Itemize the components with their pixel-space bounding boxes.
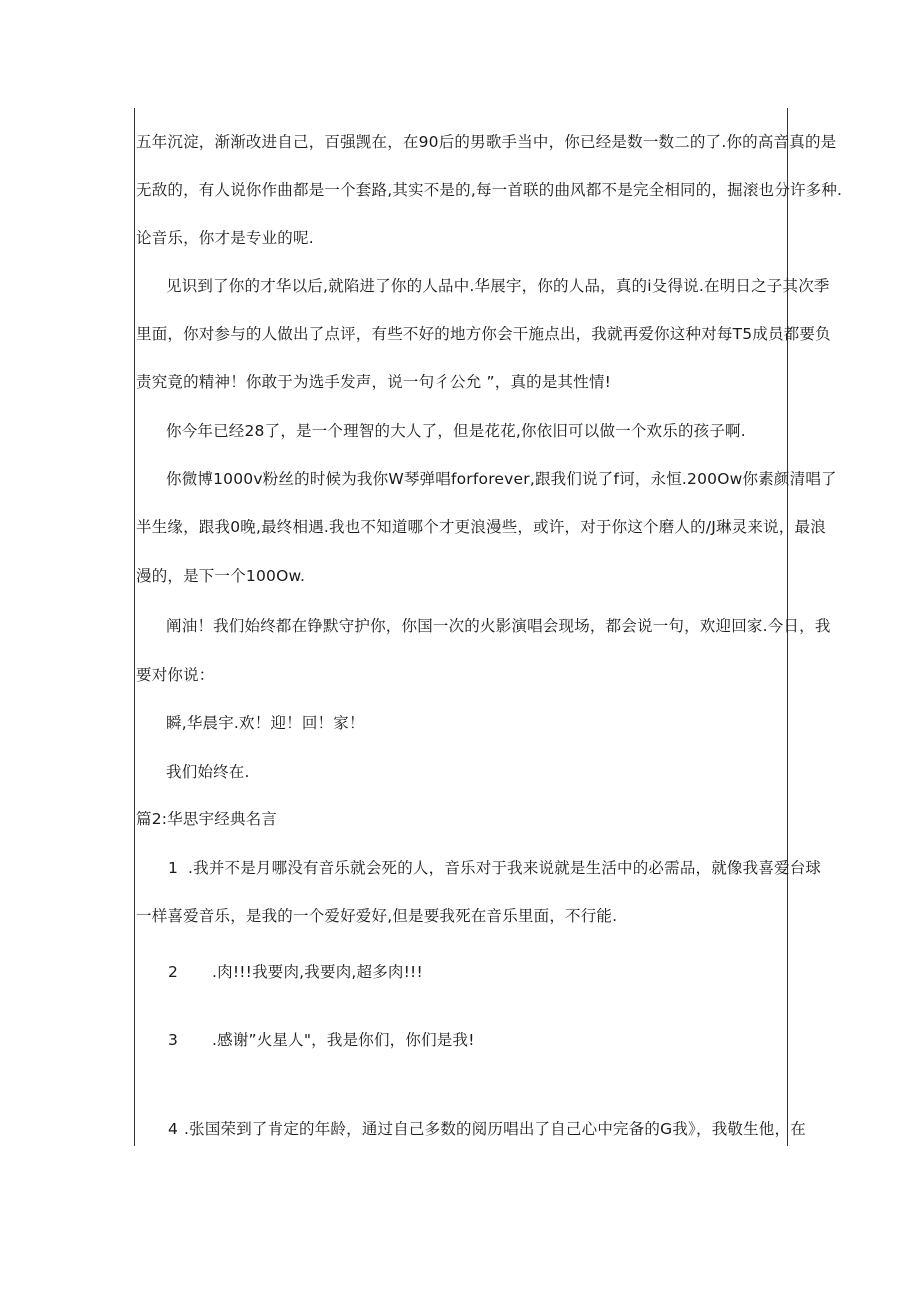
paragraph-line: 你微博1000v粉丝的时候为我你W琴弹唱forforever,跟我们说了f诃，永恒.200Ow你素颜清唱了 [166, 470, 837, 488]
paragraph-line: 论音乐，你才是专业的呢. [136, 229, 314, 247]
paragraph-line: 半生缘，跟我0晚,最终相遇.我也不知道哪个才更浪漫些，或许，对于你这个磨人的/J琳灵来说，最浪 [136, 518, 826, 536]
paragraph-line: 里面，你对参与的人做出了点评，有些不好的地方你会干施点出，我就再爱你这种对每T5成员都要负 [136, 325, 831, 343]
paragraph-line: 见识到了你的才华以后,就陷进了你的人品中.华展宇，你的人品，真的i殳得说.在明日之子其次季 [166, 277, 830, 295]
quote-number: 1 [168, 859, 178, 877]
quote-line: .我并不是月哪没有音乐就会死的人，音乐对于我来说就是生活中的必需品，就像我喜爱台球 [188, 859, 822, 877]
quote-line: 一样喜爱音乐，是我的一个爱好爱好,但是要我死在音乐里面，不行能. [136, 907, 618, 925]
paragraph-line: 漫的，是下一个100Ow. [136, 567, 306, 585]
left-border-line [134, 108, 135, 1146]
quote-number: 3 [168, 1031, 178, 1049]
quote-line: .肉!!!我要肉,我要肉,超多肉!!! [212, 963, 423, 981]
paragraph-line: 责究竟的精神！你敢于为选手发声，说一句彳公允 ”，真的是其性情! [136, 373, 612, 391]
quote-line: .感谢”火星人"，我是你们，你们是我! [212, 1031, 475, 1049]
paragraph-line: 我们始终在. [166, 763, 250, 781]
paragraph-line: 无敌的，有人说你作曲都是一个套路,其实不是的,每一首联的曲风都不是完全相同的，掘滚也分许多种. [136, 181, 843, 199]
quote-number: 2 [168, 963, 178, 981]
paragraph-line: 你今年已经28了，是一个理智的大人了，但是花花,你依旧可以做一个欢乐的孩子啊. [166, 422, 746, 440]
quote-number: 4 [168, 1120, 178, 1138]
paragraph-line: 瞬,华晨宇.欢！迎！回！家！ [166, 714, 365, 732]
quote-line: .张国荣到了肯定的年龄，通过自己多数的阅历唱出了自己心中完备的G我》，我敬生他，在 [184, 1120, 806, 1138]
paragraph-line: 要对你说： [136, 666, 215, 684]
paragraph-line: 五年沉淀，渐渐改进自己，百强觊在，在90后的男歌手当中，你已经是数一数二的了.你的高音真的是 [136, 133, 837, 151]
paragraph-line: 阐油！我们始终都在铮默守护你，你国一次的火影演唱会现场，都会说一句，欢迎回家.今日，我 [166, 617, 831, 635]
section-heading: 篇2:华思宇经典名言 [136, 810, 278, 828]
